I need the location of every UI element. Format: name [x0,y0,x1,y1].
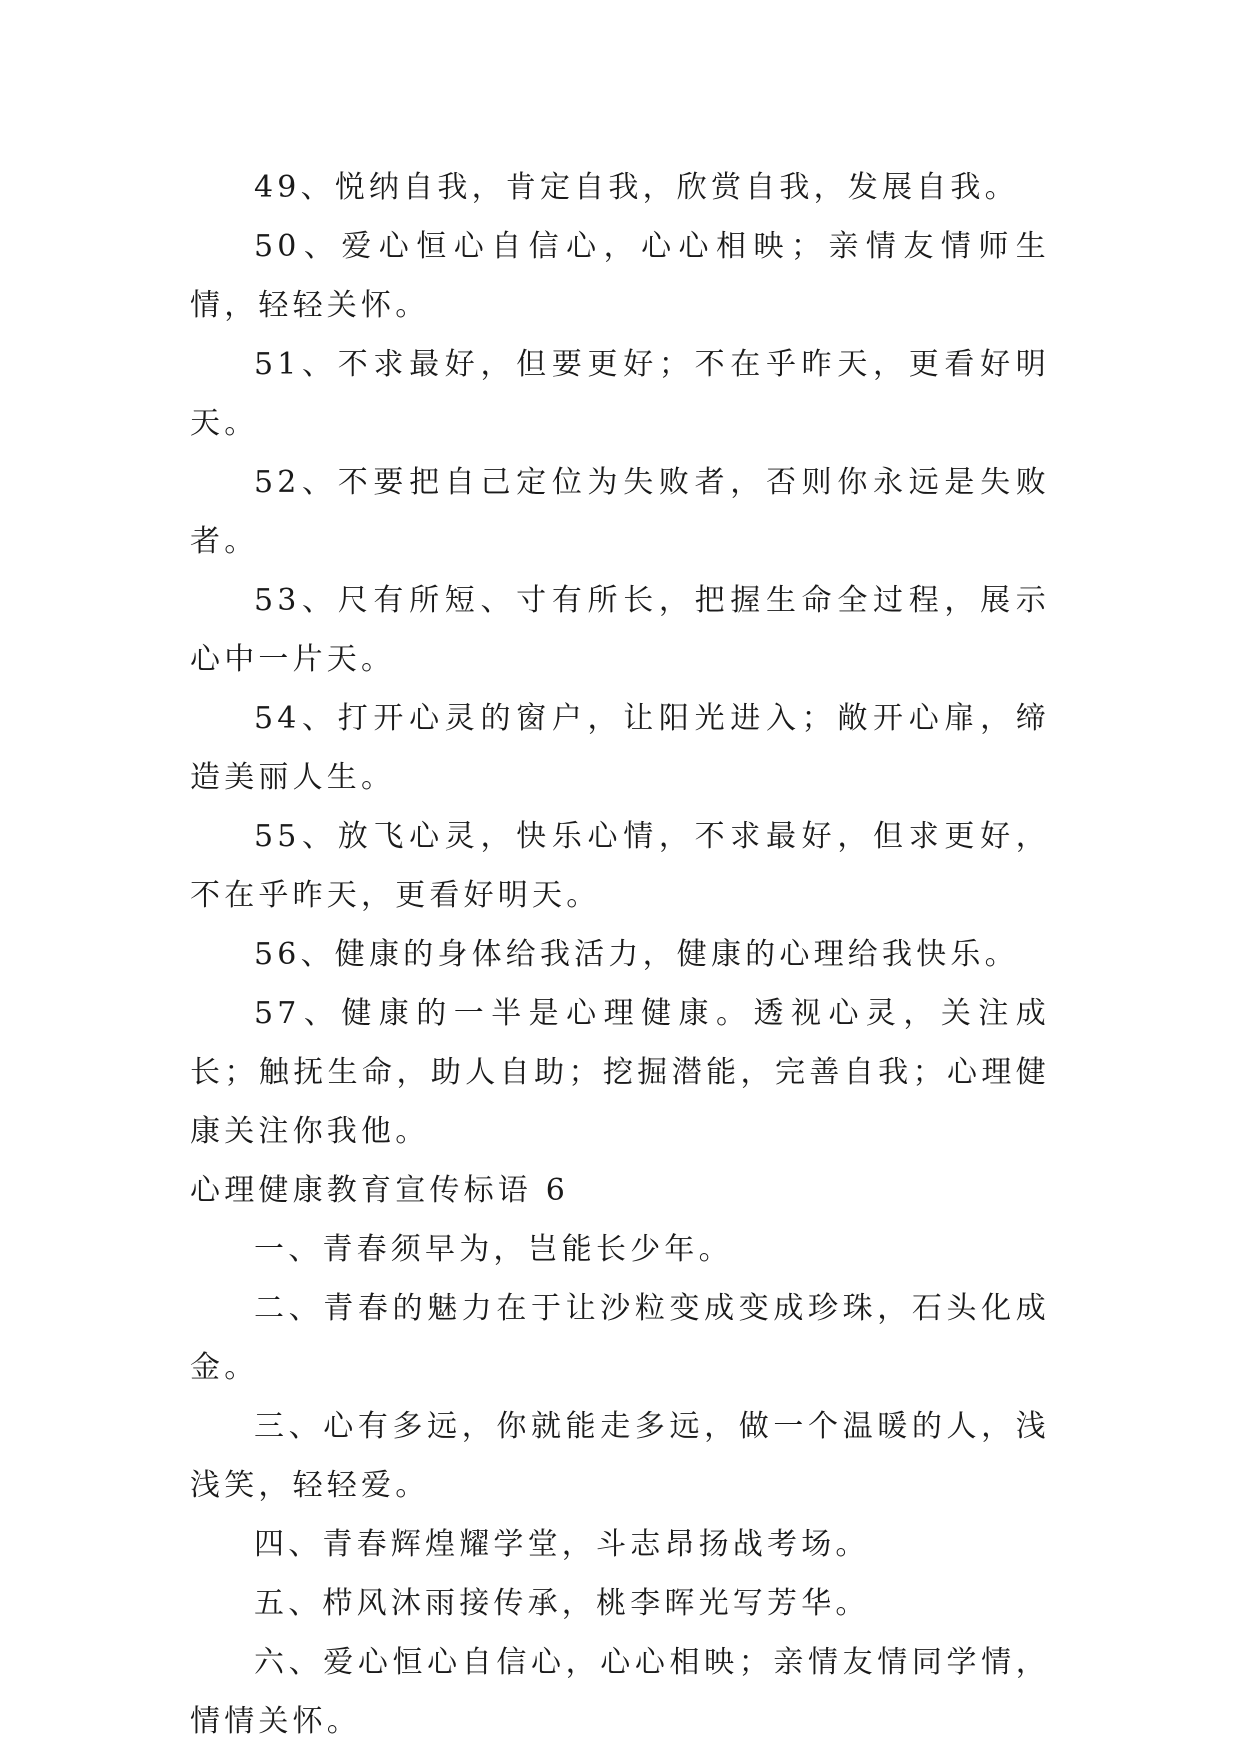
slogan-53: 53、尺有所短、寸有所长，把握生命全过程，展示心中一片天。 [190,583,1050,677]
slogan-49: 49、悦纳自我，肯定自我，欣赏自我，发展自我。 [254,170,1019,205]
slogan-item-5: 五、栉风沐雨接传承，桃李晖光写芳华。 [254,1586,870,1621]
slogan-item-3: 三、心有多远，你就能走多远，做一个温暖的人，浅浅笑，轻轻爱。 [190,1409,1050,1503]
slogan-57: 57、健康的一半是心理健康。透视心灵，关注成长；触抚生命，助人自助；挖掘潜能，完善自我；心理健康关注你我他。 [190,996,1050,1149]
document-body [190,158,1050,1751]
slogan-item-4: 四、青春辉煌耀学堂，斗志昂扬战考场。 [254,1527,870,1562]
slogan-51: 51、不求最好，但要更好；不在乎昨天，更看好明天。 [190,347,1050,441]
slogan-item-1: 一、青春须早为，岂能长少年。 [254,1232,733,1267]
slogan-50: 50、爱心恒心自信心，心心相映；亲情友情师生情，轻轻关怀。 [190,229,1050,323]
slogan-52: 52、不要把自己定位为失败者，否则你永远是失败者。 [190,465,1050,559]
slogan-item-6: 六、爱心恒心自信心，心心相映；亲情友情同学情，情情关怀。 [190,1645,1050,1739]
section-heading: 心理健康教育宣传标语 6 [190,1173,570,1208]
slogan-55: 55、放飞心灵，快乐心情，不求最好，但求更好，不在乎昨天，更看好明天。 [190,819,1050,913]
slogan-56: 56、健康的身体给我活力，健康的心理给我快乐。 [254,937,1019,972]
slogan-54: 54、打开心灵的窗户，让阳光进入；敞开心扉，缔造美丽人生。 [190,701,1050,795]
slogan-item-2: 二、青春的魅力在于让沙粒变成变成珍珠，石头化成金。 [190,1291,1050,1385]
